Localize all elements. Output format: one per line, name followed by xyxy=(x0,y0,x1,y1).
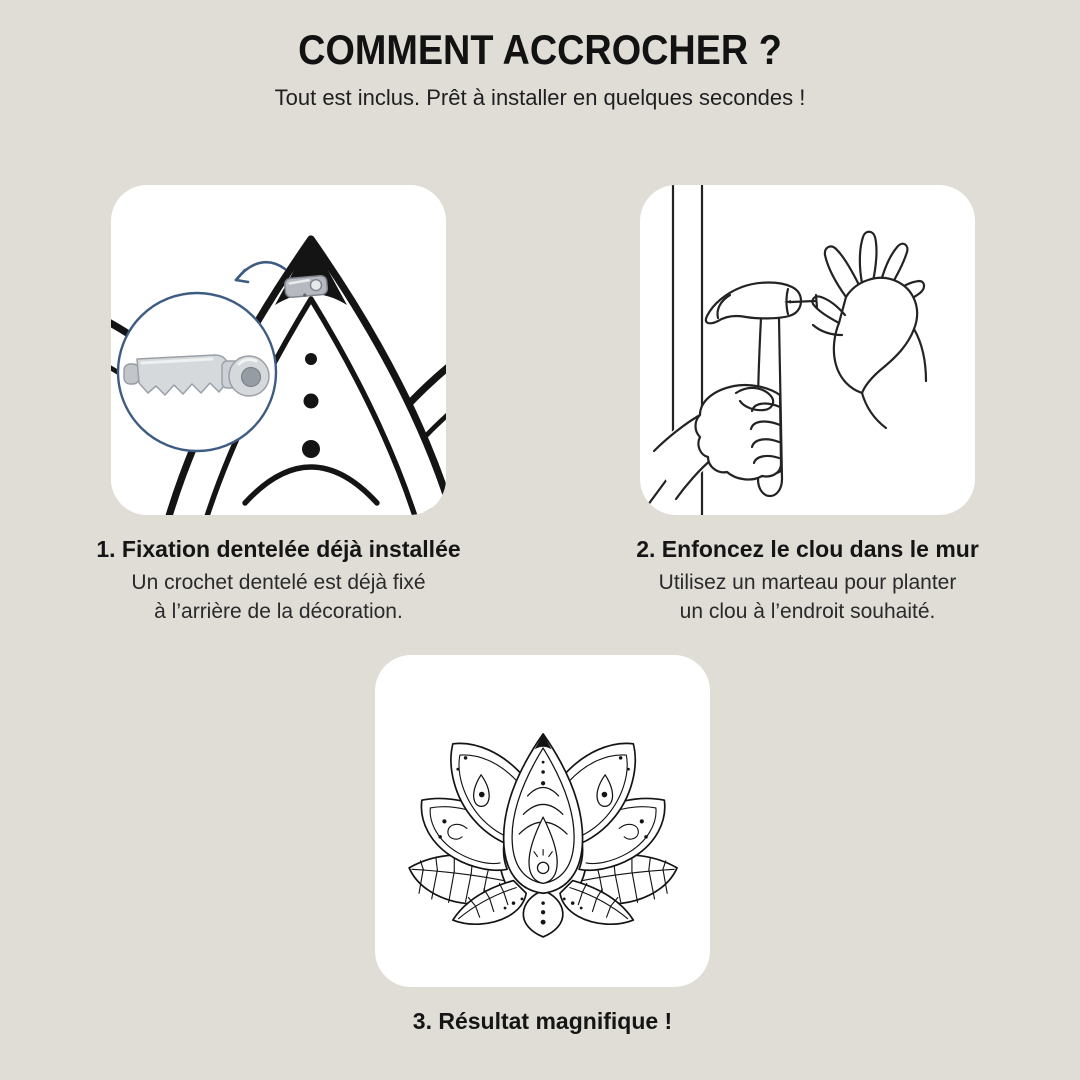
step-1-description: Un crochet dentelé est déjà fixé à l’arrière de la décoration. xyxy=(131,571,426,623)
step-2-description: Utilisez un marteau pour planter un clou à l’endroit souhaité. xyxy=(658,571,957,623)
hammer-nail-illustration xyxy=(640,185,975,515)
page-subtitle: Tout est inclus. Prêt à installer en quelques secondes ! xyxy=(274,85,806,110)
lotus-icon xyxy=(409,734,677,937)
lotus-back-zoom-illustration xyxy=(111,185,446,515)
step-3 xyxy=(375,655,710,1040)
step-1-illustration-card xyxy=(111,185,446,515)
step-2 xyxy=(636,185,979,626)
hanger-clip-icon xyxy=(284,275,328,298)
step-2-illustration-card xyxy=(640,185,975,515)
step-3-heading: 3. Résultat magnifique ! xyxy=(412,1008,673,1034)
magnifier-circle xyxy=(118,293,276,451)
step-3-illustration-card xyxy=(375,655,710,987)
step-2-heading: 2. Enfoncez le clou dans le mur xyxy=(636,536,979,562)
nail-hand-icon xyxy=(784,232,926,428)
step-1 xyxy=(96,185,461,626)
palm xyxy=(834,278,917,393)
step-1-heading: 1. Fixation dentelée déjà installée xyxy=(96,536,461,562)
page-title: COMMENT ACCROCHER ? xyxy=(298,26,782,73)
curved-arrow-icon xyxy=(236,262,285,282)
lotus-result-illustration xyxy=(375,655,710,987)
